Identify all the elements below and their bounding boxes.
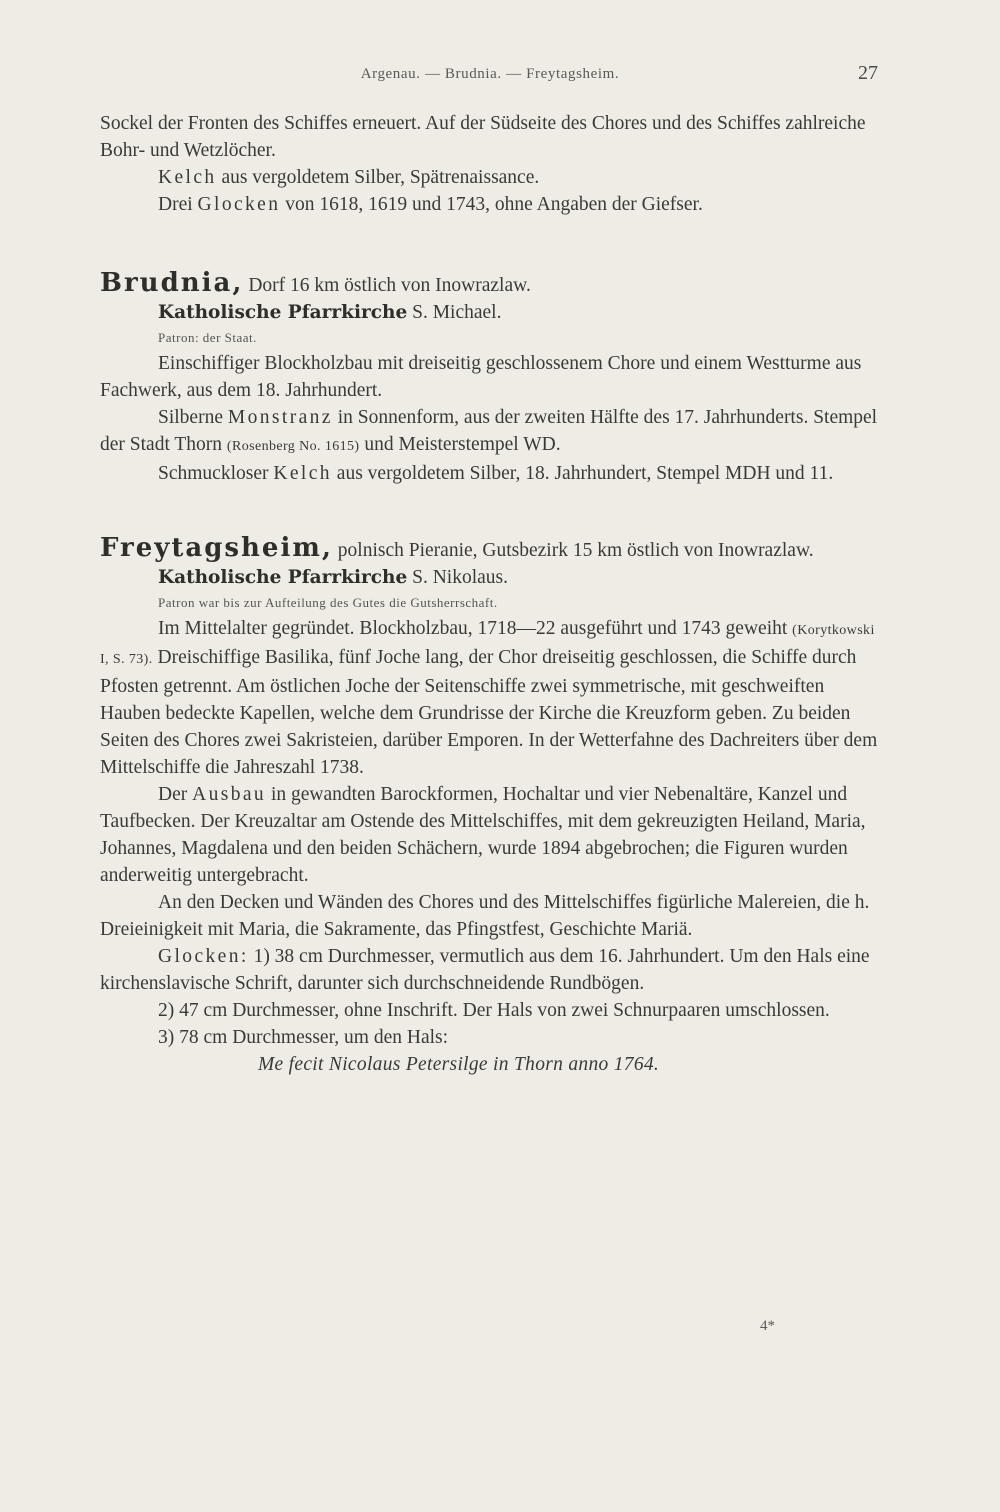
- fp1-b: Dreischiffige Basilika, fünf Joche lang, der Chor dreiseitig geschlossen, die Schiffe durch Pfosten getrennt. Am östlichen Joche der Seitenschiffe zwei symmetrische, mit geschweiften Hauben bedeckte Kapellen, welche dem Grundrisse der Kirche die Kreuzform geben. Zu beiden Seiten des Chores zwei Sakristeien, darüber Emporen. In der Wetterfahne des Dachreiters über dem Mittelschiffe die Jahreszahl 1738.: [100, 647, 878, 778]
- brudnia-heading: [100, 270, 880, 299]
- brudnia-name: Brudnia,: [100, 268, 244, 298]
- glocken2-label: Glocken:: [158, 946, 249, 967]
- freytagsheim-church-bold: Katholische Pfarrkirche: [158, 567, 408, 588]
- monstranz-ref: (Rosenberg No. 1615): [226, 439, 360, 454]
- kelch2-text: aus vergoldetem Silber, 18. Jahrhundert, Stempel MDH und 11.: [331, 463, 834, 484]
- brudnia-paragraph-1: Einschiffiger Blockholzbau mit dreiseitig geschlossenem Chore und einem Westturme aus Fachwerk, aus dem 18. Jahrhundert.: [100, 353, 862, 401]
- kelch-label: Kelch: [158, 167, 217, 188]
- argenau-glocken-paragraph: [100, 191, 880, 218]
- running-title: Argenau. — Brudnia. — Freytagsheim.: [360, 66, 620, 82]
- freytagsheim-paragraph-3: An den Decken und Wänden des Chores und des Mittelschiffes figürliche Malereien, die h. Dreieinigkeit mit Maria, die Sakramente, das Pfingstfest, Geschichte Mariä.: [100, 892, 870, 940]
- glocken-text: von 1618, 1619 und 1743, ohne Angaben der Giefser.: [280, 194, 703, 215]
- monstranz-label: Monstranz: [227, 407, 333, 428]
- section-gap: [100, 487, 880, 535]
- freytagsheim-paragraph-5: 2) 47 cm Durchmesser, ohne Inschrift. Der Hals von zwei Schnurpaaren umschlossen.: [158, 1000, 830, 1021]
- argenau-kelch-paragraph: [100, 164, 880, 191]
- freytagsheim-paragraph-6: 3) 78 cm Durchmesser, um den Hals:: [158, 1027, 449, 1048]
- brudnia-paragraph-2: [100, 404, 880, 460]
- monstranz-text: in Sonnenform, aus der zweiten Hälfte des 17. Jahrhunderts. Stempel der Stadt Thorn: [100, 407, 878, 455]
- freytagsheim-paragraph-4: [100, 943, 880, 997]
- bell-inscription: Me fecit Nicolaus Petersilge in Thorn anno 1764.: [258, 1054, 660, 1075]
- brudnia-church-title: [100, 299, 880, 326]
- brudnia-desc: Dorf 16 km östlich von Inowrazlaw.: [243, 275, 531, 296]
- page-header: [100, 62, 880, 92]
- freytagsheim-name: Freytagsheim,: [100, 533, 333, 563]
- monstranz-pre: Silberne: [158, 407, 228, 428]
- argenau-paragraph-1: Sockel der Fronten des Schiffes erneuert. Auf der Südseite des Chores und des Schiffes zahlreiche Bohr- und Wetzlöcher.: [100, 113, 866, 161]
- freytagsheim-church-title: [100, 564, 880, 591]
- glocken-label: Glocken: [197, 194, 281, 215]
- kelch2-label: Kelch: [273, 463, 332, 484]
- freytagsheim-patron: Patron war bis zur Aufteilung des Gutes die Gutsherrschaft.: [158, 595, 498, 610]
- signature-mark: 4*: [760, 1318, 775, 1334]
- freytagsheim-desc: polnisch Pieranie, Gutsbezirk 15 km östlich von Inowrazlaw.: [332, 540, 814, 561]
- brudnia-church-bold: Katholische Pfarrkirche: [158, 302, 408, 323]
- brudnia-church-rest: S. Michael.: [407, 302, 502, 323]
- fp1-ref: (Korytkowski I, S. 73).: [100, 623, 875, 667]
- glocken-pre: Drei: [158, 194, 198, 215]
- fp1-a: Im Mittelalter gegründet. Blockholzbau, 1718—22 ausgeführt und 1743 geweiht: [158, 618, 793, 639]
- glocken2-text: 1) 38 cm Durchmesser, vermutlich aus dem 16. Jahrhundert. Um den Hals eine kirchenslavische Schrift, darunter sich durchschneidende Rundbögen.: [100, 946, 870, 994]
- freytagsheim-paragraph-1: [100, 615, 880, 781]
- kelch-text: aus vergoldetem Silber, Spätrenaissance.: [216, 167, 540, 188]
- freytagsheim-church-rest: S. Nikolaus.: [407, 567, 508, 588]
- section-gap: [100, 218, 880, 270]
- freytagsheim-paragraph-2: [100, 781, 880, 889]
- monstranz-end: und Meisterstempel WD.: [359, 434, 561, 455]
- kelch2-pre: Schmuckloser: [158, 463, 274, 484]
- brudnia-paragraph-3: [100, 460, 880, 487]
- freytagsheim-heading: [100, 535, 880, 564]
- page-number: 27: [858, 62, 878, 84]
- brudnia-patron: Patron: der Staat.: [158, 330, 257, 345]
- ausbau-pre: Der: [158, 784, 193, 805]
- ausbau-text: in gewandten Barockformen, Hochaltar und vier Nebenaltäre, Kanzel und Taufbecken. Der Kreuzaltar am Ostende des Mittelschiffes, mit dem gekreuzigten Heiland, Maria, Johannes, Magdalena und den beiden Schächern, wurde 1894 abgebrochen; die Figuren wurden anderweitig untergebracht.: [100, 784, 866, 886]
- ausbau-label: Ausbau: [192, 784, 267, 805]
- body-text: [100, 110, 880, 1078]
